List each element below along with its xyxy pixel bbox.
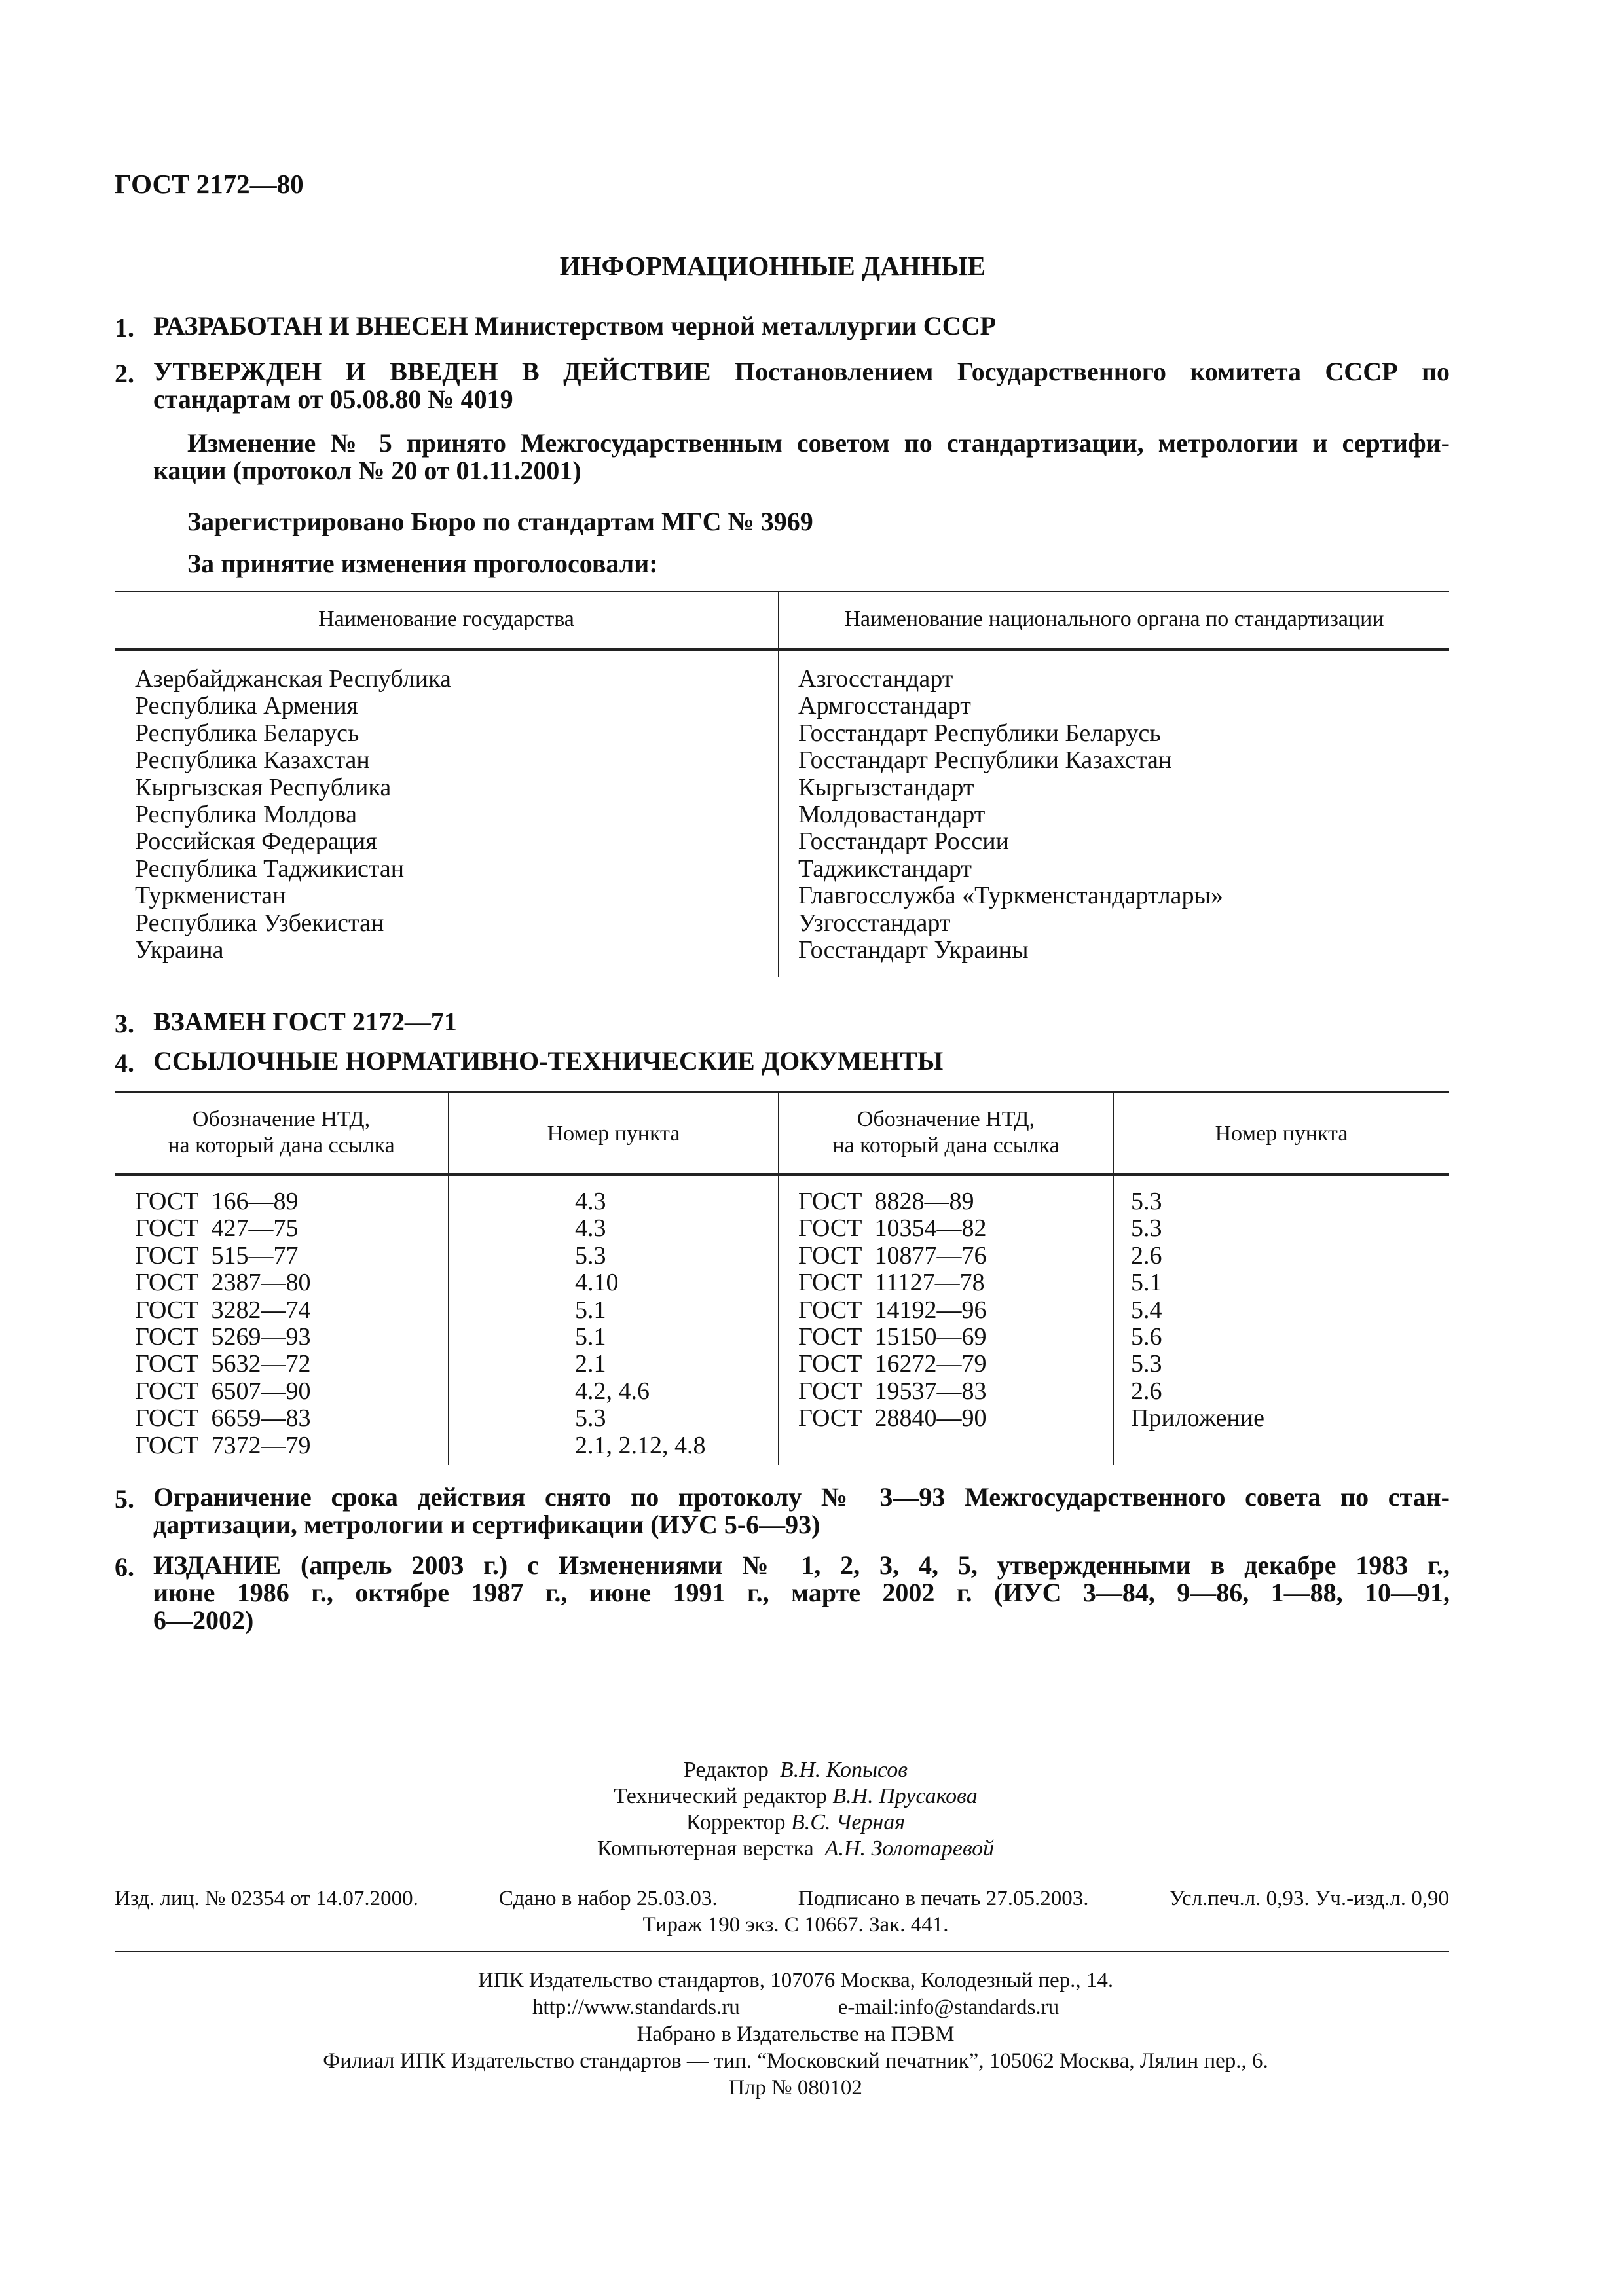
refs-header-doc-right-line-2: на который дана ссылка: [832, 1133, 1060, 1157]
item-2-line-1: УТВЕРЖДЕН И ВВЕДЕН В ДЕЙСТВИЕ Постановлением Государственного комитета СССР по: [153, 357, 1450, 386]
item-6-line-1: ИЗДАНИЕ (апрель 2003 г.) с Изменениями № 1, 2, 3, 4, 5, утвержденными в декабре 1983 г.,: [153, 1550, 1450, 1580]
credit-tech-editor-label: Технический редактор: [614, 1784, 827, 1808]
credit-editor-name: В.Н. Копысов: [779, 1758, 908, 1782]
imprint-plr: Плр № 080102: [729, 2076, 862, 2100]
item-number-2: 2.: [115, 359, 134, 388]
item-3-text: ВЗАМЕН ГОСТ 2172—71: [153, 1007, 457, 1036]
refs-right-docs: ГОСТ 8828—89 ГОСТ 10354—82 ГОСТ 10877—76 ГОСТ 11127—78 ГОСТ 14192—96 ГОСТ 15150—69 ГОСТ 16272—79 ГОСТ 19537—83 ГОСТ 28840—90: [798, 1188, 987, 1432]
refs-header-doc-left-line-1: Обозначение НТД,: [192, 1107, 371, 1131]
credit-tech-editor: [0, 1783, 1591, 1810]
credit-corrector-label: Корректор: [686, 1810, 786, 1834]
imprint-divider: [115, 1951, 1449, 1952]
amendment-note: [153, 428, 1450, 485]
imprint-typeset: Набрано в Издательстве на ПЭВМ: [636, 2022, 955, 2046]
imprint-sheets: Усл.печ.л. 0,93. Уч.-изд.л. 0,90: [1169, 1887, 1449, 1910]
credit-layout-name: А.Н. Золотаревой: [824, 1836, 995, 1861]
item-2-text: [153, 358, 1450, 413]
refs-right-items: 5.3 5.3 2.6 5.1 5.4 5.6 5.3 2.6 Приложение: [1131, 1188, 1264, 1432]
imprint-signed: Подписано в печать 27.05.2003.: [798, 1887, 1089, 1910]
amendment-line-1: Изменение № 5 принято Межгосударственным советом по стандартизации, метрологии и сертифи-: [187, 428, 1450, 458]
credit-corrector-name: В.С. Черная: [790, 1810, 906, 1834]
votes-intro: За принятие изменения проголосовали:: [187, 549, 658, 578]
item-number-6: 6.: [115, 1552, 134, 1582]
votes-table-column-divider: [778, 591, 779, 977]
refs-table-top-rule: [115, 1091, 1449, 1093]
item-5-line-1: Ограничение срока действия снято по протоколу № 3—93 Межгосударственного совета по стан-: [153, 1482, 1450, 1512]
refs-divider-1: [448, 1091, 449, 1465]
item-2-line-2: стандартам от 05.08.80 № 4019: [153, 384, 513, 414]
refs-header-doc-right-line-1: Обозначение НТД,: [857, 1107, 1035, 1131]
item-number-3: 3.: [115, 1009, 134, 1038]
refs-table-header-rule: [115, 1173, 1449, 1176]
item-5-line-2: дартизации, метрологии и сертификации (ИУС 5-6—93): [153, 1510, 820, 1539]
votes-table-header-rule: [115, 648, 1449, 651]
item-number-1: 1.: [115, 313, 134, 342]
imprint-email[interactable]: e-mail:info@standards.ru: [838, 1995, 1060, 2019]
credit-tech-editor-name: В.Н. Прусакова: [832, 1784, 978, 1808]
refs-left-docs: ГОСТ 166—89 ГОСТ 427—75 ГОСТ 515—77 ГОСТ 2387—80 ГОСТ 3282—74 ГОСТ 5269—93 ГОСТ 5632—72 ГОСТ 6507—90 ГОСТ 6659—83 ГОСТ 7372—79: [135, 1188, 311, 1459]
item-6-line-2: июне 1986 г., октябре 1987 г., июне 1991 г., марте 2002 г. (ИУС 3—84, 9—86, 1—88, 10—91,: [153, 1578, 1450, 1607]
page-title: ИНФОРМАЦИОННЫЕ ДАННЫЕ: [559, 251, 986, 281]
votes-table-top-rule: [115, 591, 1449, 592]
refs-header-item-right: Номер пункта: [1215, 1121, 1348, 1146]
votes-header-body: Наименование национального органа по стандартизации: [844, 607, 1384, 631]
imprint-run: Тираж 190 экз. С 10667. Зак. 441.: [642, 1913, 949, 1937]
credit-corrector: [0, 1810, 1591, 1836]
credit-editor: [0, 1757, 1591, 1783]
item-1-text: РАЗРАБОТАН И ВНЕСЕН Министерством черной металлургии СССР: [153, 311, 996, 340]
refs-left-items: 4.3 4.3 5.3 4.10 5.1 5.1 2.1 4.2, 4.6 5.3 2.1, 2.12, 4.8: [575, 1188, 706, 1459]
item-number-5: 5.: [115, 1484, 134, 1514]
imprint-line-1: [115, 1886, 1449, 1912]
item-number-4: 4.: [115, 1048, 134, 1078]
item-4-text: ССЫЛОЧНЫЕ НОРМАТИВНО-ТЕХНИЧЕСКИЕ ДОКУМЕНТЫ: [153, 1046, 944, 1076]
registration-note: Зарегистрировано Бюро по стандартам МГС № 3969: [187, 507, 813, 536]
imprint-website[interactable]: http://www.standards.ru: [532, 1995, 740, 2019]
imprint-publisher: ИПК Издательство стандартов, 107076 Москва, Колодезный пер., 14.: [477, 1969, 1114, 1992]
imprint-contacts: [0, 1994, 1591, 2020]
item-6-text: [153, 1552, 1450, 1634]
refs-header-doc-left: [115, 1106, 448, 1159]
credit-editor-label: Редактор: [683, 1758, 769, 1782]
document-id: ГОСТ 2172—80: [115, 169, 304, 199]
amendment-line-2: кации (протокол № 20 от 01.11.2001): [153, 456, 581, 485]
item-6-line-3: 6—2002): [153, 1605, 254, 1635]
credit-layout: [0, 1836, 1591, 1862]
refs-header-item-left: Номер пункта: [547, 1121, 680, 1146]
votes-states-list: Азербайджанская Республика Республика Армения Республика Беларусь Республика Казахстан Кыргызская Республика Республика Молдова Российская Федерация Республика Таджикистан Туркменистан Республика Узбекистан Украина: [135, 665, 451, 964]
imprint-license: Изд. лиц. № 02354 от 14.07.2000.: [115, 1887, 418, 1910]
refs-header-doc-left-line-2: на который дана ссылка: [168, 1133, 395, 1157]
refs-header-doc-right: [779, 1106, 1113, 1159]
votes-header-state: Наименование государства: [318, 607, 574, 631]
votes-bodies-list: Азгосстандарт Армгосстандарт Госстандарт Республики Беларусь Госстандарт Республики Казахстан Кыргызстандарт Молдовастандарт Госстандарт России Таджикстандарт Главгосслужба «Туркменстандартлары» Узгосстандарт Госстандарт Украины: [798, 665, 1224, 964]
credits-block: [0, 1757, 1591, 1862]
imprint-branch: Филиал ИПК Издательство стандартов — тип. “Московский печатник”, 105062 Москва, Лялин пер., 6.: [323, 2049, 1268, 2073]
credit-layout-label: Компьютерная верстка: [597, 1836, 814, 1861]
item-5-text: [153, 1484, 1450, 1539]
refs-divider-3: [1113, 1091, 1114, 1465]
imprint-sent: Сдано в набор 25.03.03.: [498, 1887, 718, 1910]
